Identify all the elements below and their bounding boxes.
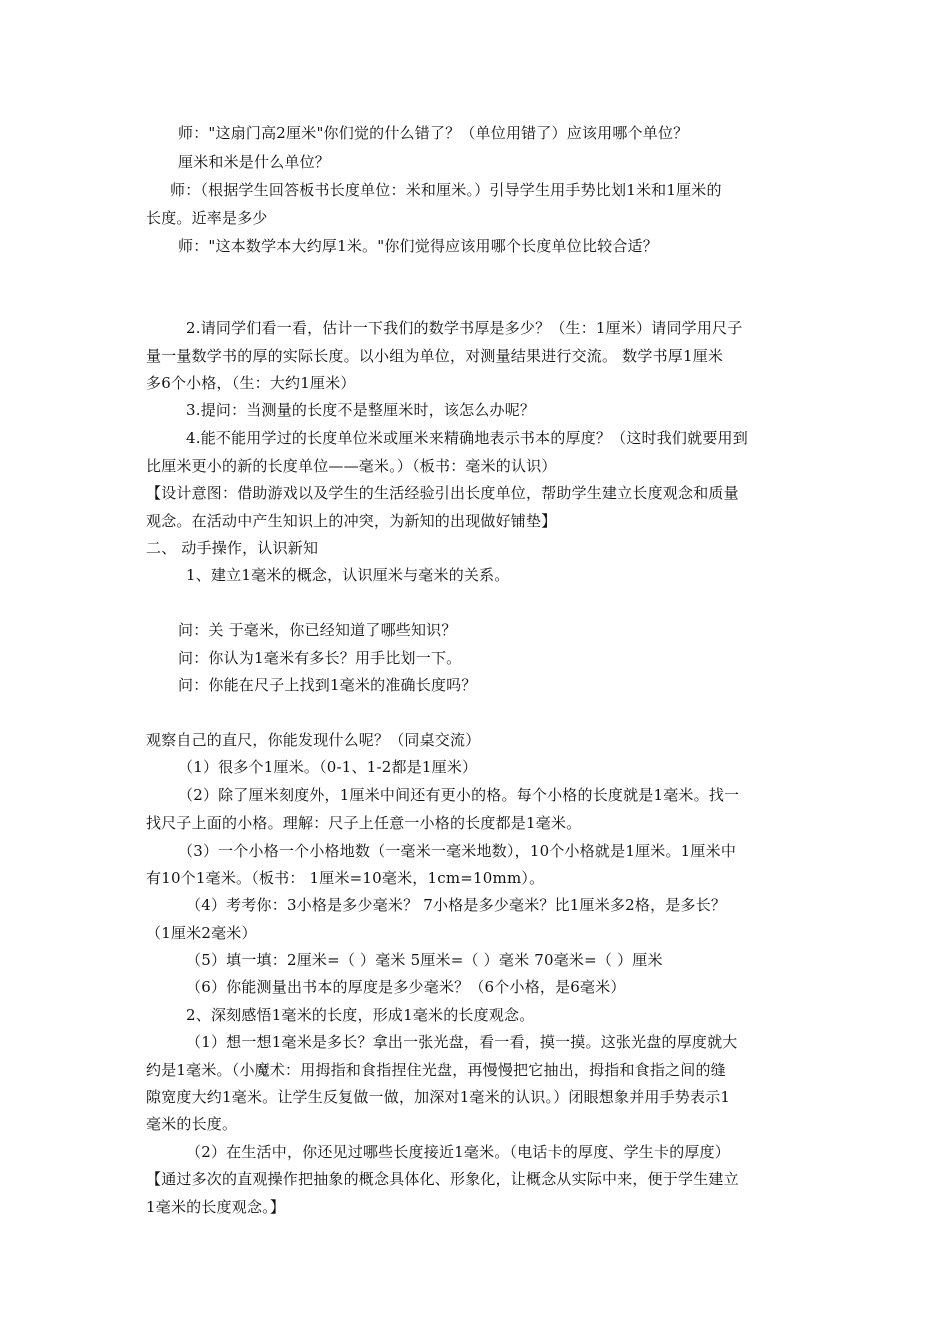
design-intent-note: 【设计意图：借助游戏以及学生的生活经验引出长度单位，帮助学生建立长度观念和质量 <box>146 484 739 502</box>
text-line: （5）填一填：2厘米=（ ）毫米 5厘米=（ ）毫米 70毫米=（ ）厘米 <box>186 951 663 969</box>
question-line: 问：你认为1毫米有多长？用手比划一下。 <box>178 649 462 667</box>
text-line: 2、深刻感悟1毫米的长度，形成1毫米的长度观念。 <box>186 1006 535 1024</box>
text-line: （2）除了厘米刻度外，1厘米中间还有更小的格。每个小格的长度就是1毫米。找一 <box>178 786 740 804</box>
text-line: 观察自己的直尺，你能发现什么呢？（同桌交流） <box>146 731 481 749</box>
text-line: 厘米和米是什么单位？ <box>178 153 331 171</box>
text-line: 毫米的长度。 <box>146 1115 238 1133</box>
design-intent-note: 观念。在活动中产生知识上的冲突，为新知的出现做好铺垫】 <box>146 512 557 530</box>
text-line: （4）考考你：3小格是多少毫米？ 7小格是多少毫米？比1厘米多2格，是多长？ <box>186 896 727 914</box>
text-line: 长度。近率是多少 <box>146 209 268 227</box>
text-line: 有10个1毫米。（板书： 1厘米=10毫米，1cm=10mm）。 <box>146 869 545 887</box>
text-line: （6）你能测量出书本的厚度是多少毫米？（6个小格，是6毫米） <box>186 978 626 996</box>
text-line: 4.能不能用学过的长度单位米或厘米来精确地表示书本的厚度？（这时我们就要用到 <box>186 429 748 447</box>
text-line: 约是1毫米。（小魔术：用拇指和食指捏住光盘，再慢慢把它抽出，拇指和食指之间的缝 <box>146 1061 726 1079</box>
text-line: 隙宽度大约1毫米。让学生反复做一做，加深对1毫米的认识。）闭眼想象并用手势表示1 <box>146 1088 731 1106</box>
design-intent-note: 【通过多次的直观操作把抽象的概念具体化、形象化，让概念从实际中来，便于学生建立 <box>146 1170 739 1188</box>
text-line: 找尺子上面的小格。理解：尺子上任意一小格的长度都是1毫米。 <box>146 814 582 832</box>
design-intent-note: 1毫米的长度观念。】 <box>146 1198 286 1216</box>
text-line: 2.请同学们看一看，估计一下我们的数学书厚是多少？（生：1厘米）请同学用尺子 <box>186 319 743 337</box>
text-line: （2）在生活中，你还见过哪些长度接近1毫米。（电话卡的厚度、学生卡的厚度） <box>186 1143 730 1161</box>
text-line: 师："这扇门高2厘米"你们觉的什么错了？（单位用错了）应该用哪个单位？ <box>178 124 689 142</box>
text-line: （1）想一想1毫米是多长？拿出一张光盘，看一看，摸一摸。这张光盘的厚度就大 <box>186 1033 738 1051</box>
text-line: 师：（根据学生回答板书长度单位：米和厘米。）引导学生用手势比划1米和1厘米的 <box>170 181 722 199</box>
text-line: （1）很多个1厘米。（0-1、1-2都是1厘米） <box>178 758 478 776</box>
text-line: 3.提问：当测量的长度不是整厘米时，该怎么办呢？ <box>186 401 536 419</box>
text-line: 师："这本数学本大约厚1米。"你们觉得应该用哪个长度单位比较合适？ <box>178 237 658 255</box>
question-line: 问：你能在尺子上找到1毫米的准确长度吗？ <box>178 676 477 694</box>
text-line: 量一量数学书的厚的实际长度。以小组为单位，对测量结果进行交流。 数学书厚1厘米 <box>146 347 724 365</box>
text-line: 比厘米更小的新的长度单位——毫米。）（板书：毫米的认识） <box>146 457 557 475</box>
text-line: （3）一个小格一个小格地数（一毫米一毫米地数），10个小格就是1厘米。1厘米中 <box>178 842 737 860</box>
text-line: 1、建立1毫米的概念，认识厘米与毫米的关系。 <box>186 566 510 584</box>
question-line: 问：关 于毫米，你已经知道了哪些知识？ <box>178 621 457 639</box>
text-line: （1厘米2毫米） <box>146 924 257 942</box>
text-line: 多6个小格，（生：大约1厘米） <box>146 374 356 392</box>
section-heading: 二、 动手操作，认识新知 <box>146 539 319 557</box>
